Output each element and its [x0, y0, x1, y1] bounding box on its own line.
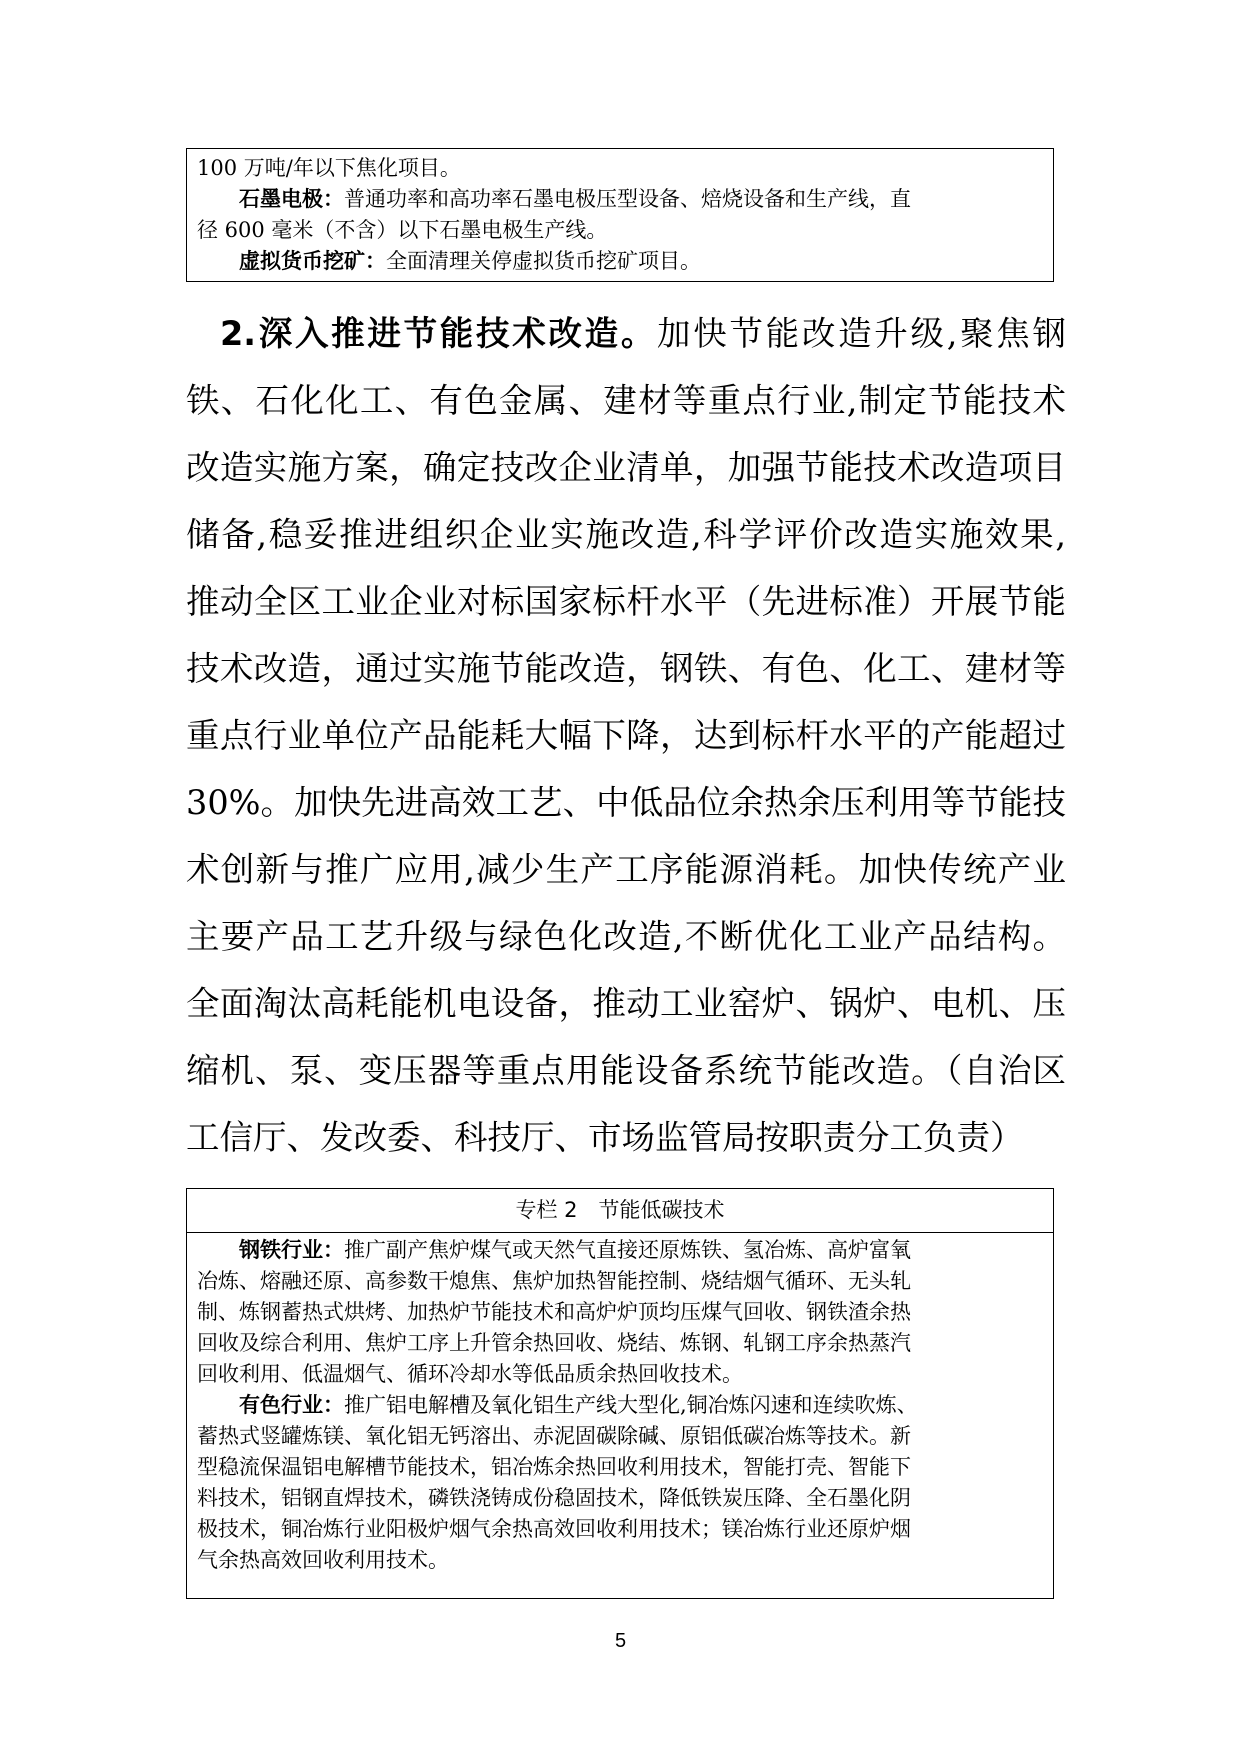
box1-line-1: 100 万吨/年以下焦化项目。 [197, 156, 461, 180]
para-line-4: 储备,稳妥推进组织企业实施改造,科学评价改造实施效果, [186, 515, 1066, 554]
term-steel-industry: 钢铁行业： [239, 1238, 344, 1262]
box2-line-4: 回收及综合利用、焦炉工序上升管余热回收、烧结、炼钢、轧钢工序余热蒸汽 [197, 1331, 911, 1355]
box2-line-11: 气余热高效回收利用技术。 [197, 1548, 449, 1572]
column-box-2-title: 专栏 2 节能低碳技术 [187, 1189, 1053, 1233]
column-box-1 [186, 148, 1054, 282]
para-line-6: 技术改造，通过实施节能改造，钢铁、有色、化工、建材等 [186, 649, 1066, 688]
para-line-10: 主要产品工艺升级与绿色化改造,不断优化工业产品结构。 [186, 917, 1066, 956]
para-line-2: 铁、石化化工、有色金属、建材等重点行业,制定节能技术 [186, 381, 1066, 420]
term-crypto-mining: 虚拟货币挖矿： [239, 249, 386, 273]
box2-line-8: 型稳流保温铝电解槽节能技术，铝冶炼余热回收利用技术，智能打壳、智能下 [197, 1455, 911, 1479]
para-line-13: 工信厅、发改委、科技厅、市场监管局按职责分工负责） [186, 1118, 1024, 1157]
box2-line-7: 蓄热式竖罐炼镁、氧化铝无钙溶出、赤泥固碳除碱、原铝低碳冶炼等技术。新 [197, 1424, 911, 1448]
para-line-5: 推动全区工业企业对标国家标杆水平（先进标准）开展节能 [186, 582, 1066, 621]
box2-line-1-text: 推广副产焦炉煤气或天然气直接还原炼铁、氢冶炼、高炉富氧 [344, 1238, 911, 1262]
term-graphite-electrode: 石墨电极： [239, 187, 344, 211]
box1-line-3: 径 600 毫米（不含）以下石墨电极生产线。 [197, 218, 608, 242]
box2-line-5: 回收利用、低温烟气、循环冷却水等低品质余热回收技术。 [197, 1362, 743, 1386]
page-number: 5 [614, 1630, 627, 1652]
box2-line-6-text: 推广铝电解槽及氧化铝生产线大型化,铜冶炼闪速和连续吹炼、 [344, 1393, 918, 1417]
term-nonferrous-industry: 有色行业： [239, 1393, 344, 1417]
box2-line-2: 冶炼、熔融还原、高参数干熄焦、焦炉加热智能控制、烧结烟气循环、无头轧 [197, 1269, 911, 1293]
section-heading: 2.深入推进节能技术改造。 [220, 314, 658, 353]
box1-line-4 [197, 246, 1043, 277]
box1-line-2 [197, 184, 1043, 215]
para-line-1 [186, 300, 1066, 367]
box2-line-10: 极技术，铜冶炼行业阳极炉烟气余热高效回收利用技术；镁冶炼行业还原炉烟 [197, 1517, 911, 1541]
box2-line-3: 制、炼钢蓄热式烘烤、加热炉节能技术和高炉炉顶均压煤气回收、钢铁渣余热 [197, 1300, 911, 1324]
main-paragraph [186, 300, 1066, 1171]
para-line-3: 改造实施方案，确定技改企业清单，加强节能技术改造项目 [186, 448, 1066, 487]
box1-line-2-text: 普通功率和高功率石墨电极压型设备、焙烧设备和生产线，直 [344, 187, 911, 211]
box1-line-4-text: 全面清理关停虚拟货币挖矿项目。 [386, 249, 701, 273]
para-line-9: 术创新与推广应用,减少生产工序能源消耗。加快传统产业 [186, 850, 1066, 889]
column-box-2-body [187, 1233, 1053, 1576]
para-line-1-text: 加快节能改造升级,聚焦钢 [657, 314, 1066, 353]
para-line-7: 重点行业单位产品能耗大幅下降，达到标杆水平的产能超过 [186, 716, 1066, 755]
box2-line-6 [197, 1390, 1043, 1421]
box2-line-1 [197, 1235, 1043, 1266]
para-line-11: 全面淘汰高耗能机电设备，推动工业窑炉、锅炉、电机、压 [186, 984, 1066, 1023]
column-box-2 [186, 1188, 1054, 1599]
para-line-12: 缩机、泵、变压器等重点用能设备系统节能改造。（自治区 [186, 1051, 1066, 1090]
para-line-8: 30%。加快先进高效工艺、中低品位余热余压利用等节能技 [186, 783, 1066, 822]
box2-line-9: 料技术，铝钢直焊技术，磷铁浇铸成份稳固技术，降低铁炭压降、全石墨化阴 [197, 1486, 911, 1510]
